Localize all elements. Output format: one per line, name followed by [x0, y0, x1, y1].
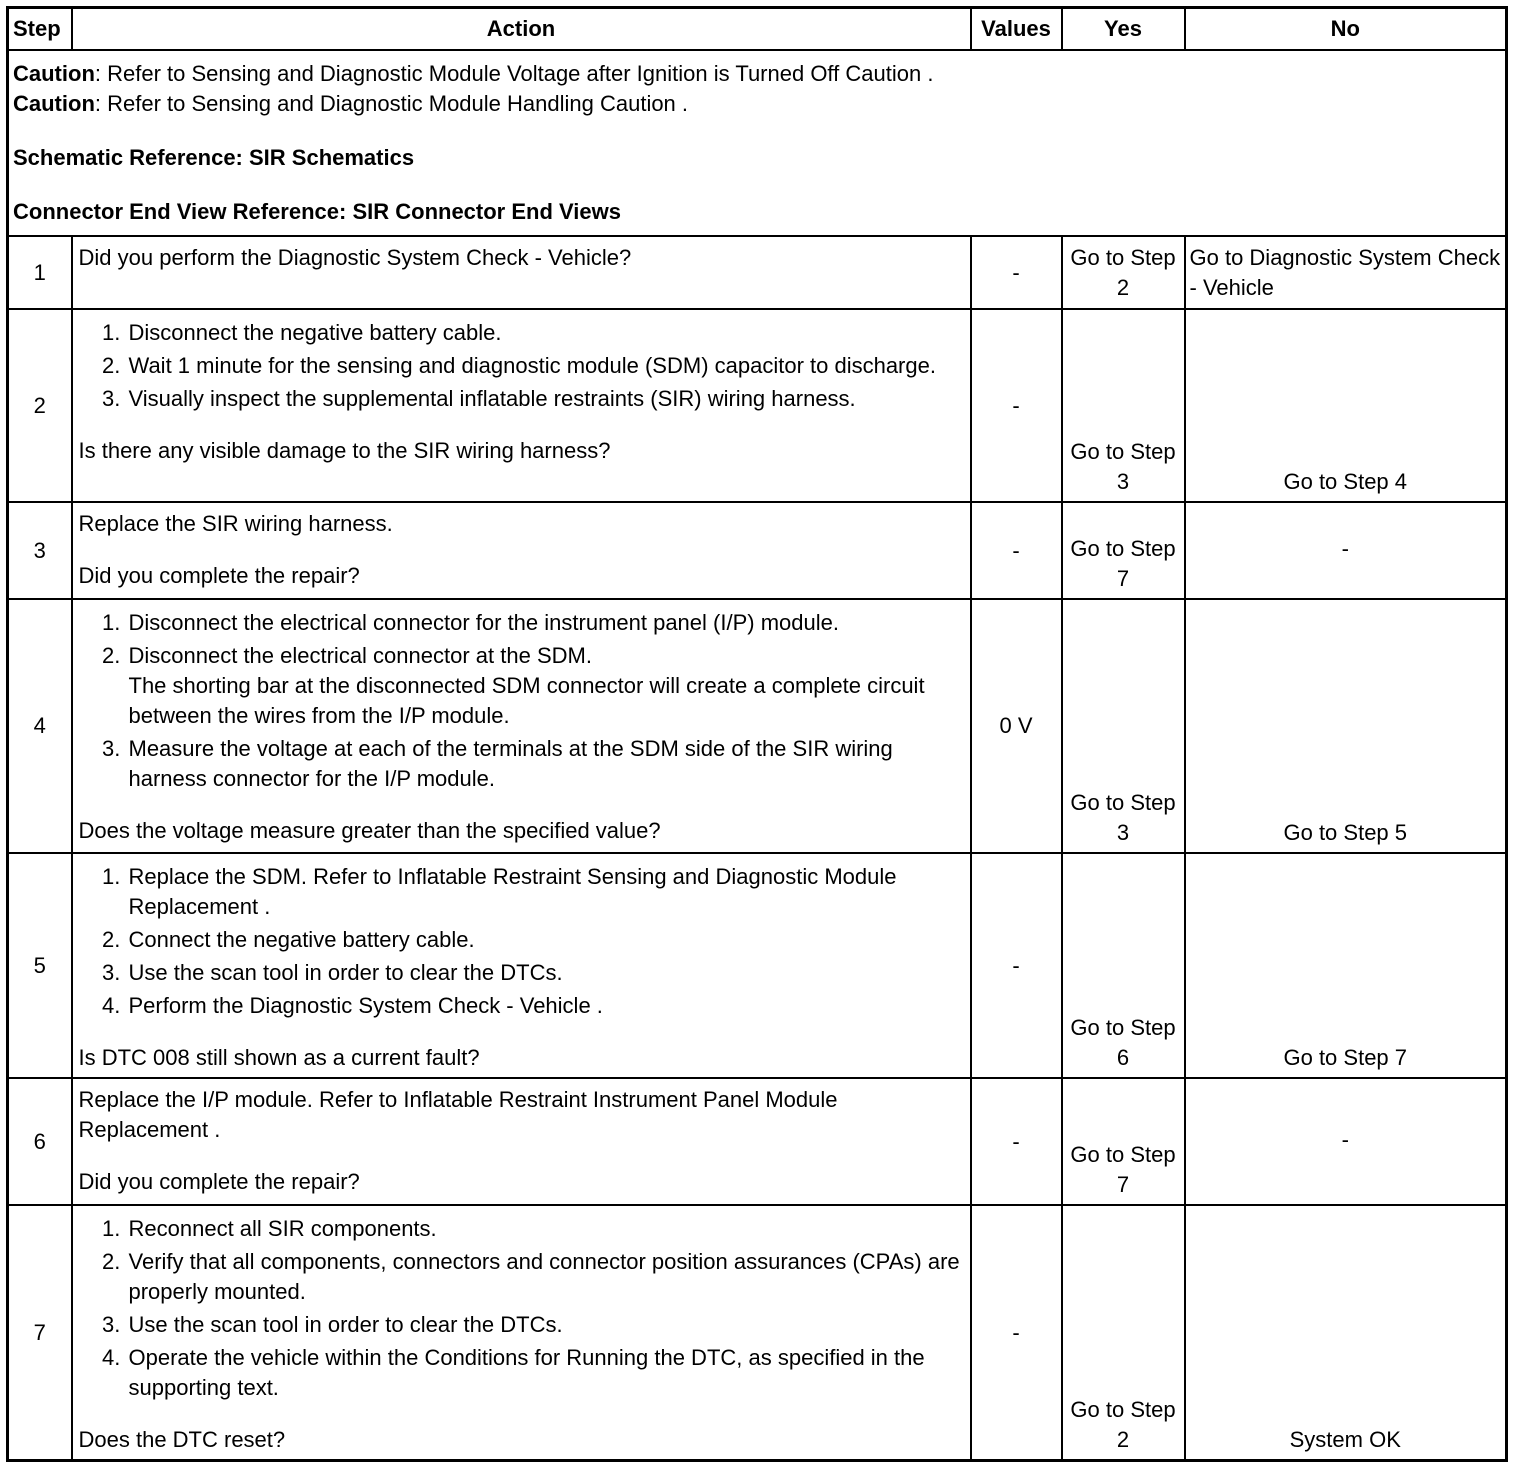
table-row: [8, 502, 1507, 599]
step-number: 7: [8, 1205, 72, 1461]
yes-cell: Go to Step 3: [1062, 309, 1185, 502]
list-item: 3. Measure the voltage at each of the terminals at the SDM side of the SIR wiring harness connector for the I/P module.: [127, 734, 964, 794]
list-item-text: Disconnect the electrical connector at the SDM.: [128, 643, 592, 668]
action-text: Replace the SIR wiring harness.: [78, 511, 393, 536]
yes-cell: Go to Step 2: [1062, 1205, 1185, 1461]
action-cell: [72, 599, 971, 853]
table-row: [8, 1078, 1507, 1205]
question-text: Does the DTC reset?: [78, 1427, 286, 1452]
table-row: [8, 853, 1507, 1078]
list-item: 1. Disconnect the electrical connector for the instrument panel (I/P) module.: [127, 608, 964, 638]
intro-row: [8, 50, 1507, 236]
list-item: 4. Perform the Diagnostic System Check - Vehicle .: [127, 991, 964, 1021]
step-number: 3: [8, 502, 72, 599]
action-text: Replace the I/P module. Refer to Inflatable Restraint Instrument Panel Module Replacement .: [78, 1087, 838, 1142]
value-cell: -: [971, 1078, 1062, 1205]
question-text: Did you complete the repair?: [78, 563, 360, 588]
table-row: [8, 236, 1507, 309]
step-list: [79, 318, 964, 414]
value-cell: -: [971, 1205, 1062, 1461]
step-number: 1: [8, 236, 72, 309]
step-list: [79, 1214, 964, 1403]
list-item: 1. Reconnect all SIR components.: [127, 1214, 964, 1244]
value-cell: -: [971, 236, 1062, 309]
value-cell: -: [971, 502, 1062, 599]
caution-line-1: [13, 59, 1501, 89]
step-number: 4: [8, 599, 72, 853]
question-text: Is DTC 008 still shown as a current fault?: [78, 1045, 480, 1070]
table-row: [8, 309, 1507, 502]
no-cell: Go to Diagnostic System Check - Vehicle: [1185, 236, 1507, 309]
list-item: 2. Wait 1 minute for the sensing and diagnostic module (SDM) capacitor to discharge.: [127, 351, 964, 381]
list-item: 4. Operate the vehicle within the Conditions for Running the DTC, as specified in the supporting text.: [127, 1343, 964, 1403]
action-cell: [72, 1205, 971, 1461]
list-item: [127, 641, 964, 731]
action-cell: [72, 309, 971, 502]
schematic-reference: Schematic Reference: SIR Schematics: [13, 145, 415, 170]
yes-cell: Go to Step 7: [1062, 1078, 1185, 1205]
connector-reference: Connector End View Reference: SIR Connector End Views: [13, 199, 621, 224]
step-number: 6: [8, 1078, 72, 1205]
list-item: 2. Verify that all components, connectors and connector position assurances (CPAs) are properly mounted.: [127, 1247, 964, 1307]
action-text: Did you perform the Diagnostic System Check - Vehicle?: [78, 245, 632, 270]
no-cell: -: [1185, 502, 1507, 599]
list-item: 1. Disconnect the negative battery cable.: [127, 318, 964, 348]
header-no: No: [1185, 8, 1507, 51]
intro-cell: [8, 50, 1507, 236]
no-cell: Go to Step 7: [1185, 853, 1507, 1078]
caution-label: Caution: [13, 61, 95, 86]
header-values: Values: [971, 8, 1062, 51]
step-number: 5: [8, 853, 72, 1078]
step-list: [79, 862, 964, 1021]
caution-line-2: [13, 89, 1501, 119]
question-text: Is there any visible damage to the SIR wiring harness?: [78, 438, 611, 463]
question-text: Did you complete the repair?: [78, 1169, 360, 1194]
caution-text: : Refer to Sensing and Diagnostic Module Handling Caution .: [94, 91, 689, 116]
caution-label: Caution: [13, 91, 95, 116]
value-cell: -: [971, 853, 1062, 1078]
yes-cell: Go to Step 3: [1062, 599, 1185, 853]
action-cell: [72, 853, 971, 1078]
table-row: [8, 599, 1507, 853]
no-cell: Go to Step 5: [1185, 599, 1507, 853]
yes-cell: Go to Step 7: [1062, 502, 1185, 599]
step-number: 2: [8, 309, 72, 502]
value-cell: -: [971, 309, 1062, 502]
no-cell: System OK: [1185, 1205, 1507, 1461]
diagnostic-table: [6, 6, 1508, 1462]
no-cell: -: [1185, 1078, 1507, 1205]
header-yes: Yes: [1062, 8, 1185, 51]
header-action: Action: [72, 8, 971, 51]
list-item: 3. Use the scan tool in order to clear the DTCs.: [127, 1310, 964, 1340]
header-step: Step: [8, 8, 72, 51]
action-cell: [72, 502, 971, 599]
header-row: [8, 8, 1507, 51]
list-item: 3. Use the scan tool in order to clear the DTCs.: [127, 958, 964, 988]
action-cell: [72, 1078, 971, 1205]
question-text: Does the voltage measure greater than the specified value?: [78, 818, 661, 843]
value-cell: 0 V: [971, 599, 1062, 853]
action-cell: [72, 236, 971, 309]
yes-cell: Go to Step 6: [1062, 853, 1185, 1078]
table-row: [8, 1205, 1507, 1461]
yes-cell: Go to Step 2: [1062, 236, 1185, 309]
list-item-note: The shorting bar at the disconnected SDM connector will create a complete circuit between the wires from the I/P module.: [128, 673, 925, 728]
list-item: 3. Visually inspect the supplemental inflatable restraints (SIR) wiring harness.: [127, 384, 964, 414]
no-cell: Go to Step 4: [1185, 309, 1507, 502]
step-list: [79, 608, 964, 794]
caution-text: : Refer to Sensing and Diagnostic Module Voltage after Ignition is Turned Off Caution .: [94, 61, 934, 86]
list-item: 1. Replace the SDM. Refer to Inflatable Restraint Sensing and Diagnostic Module Replacement .: [127, 862, 964, 922]
list-item: 2. Connect the negative battery cable.: [127, 925, 964, 955]
